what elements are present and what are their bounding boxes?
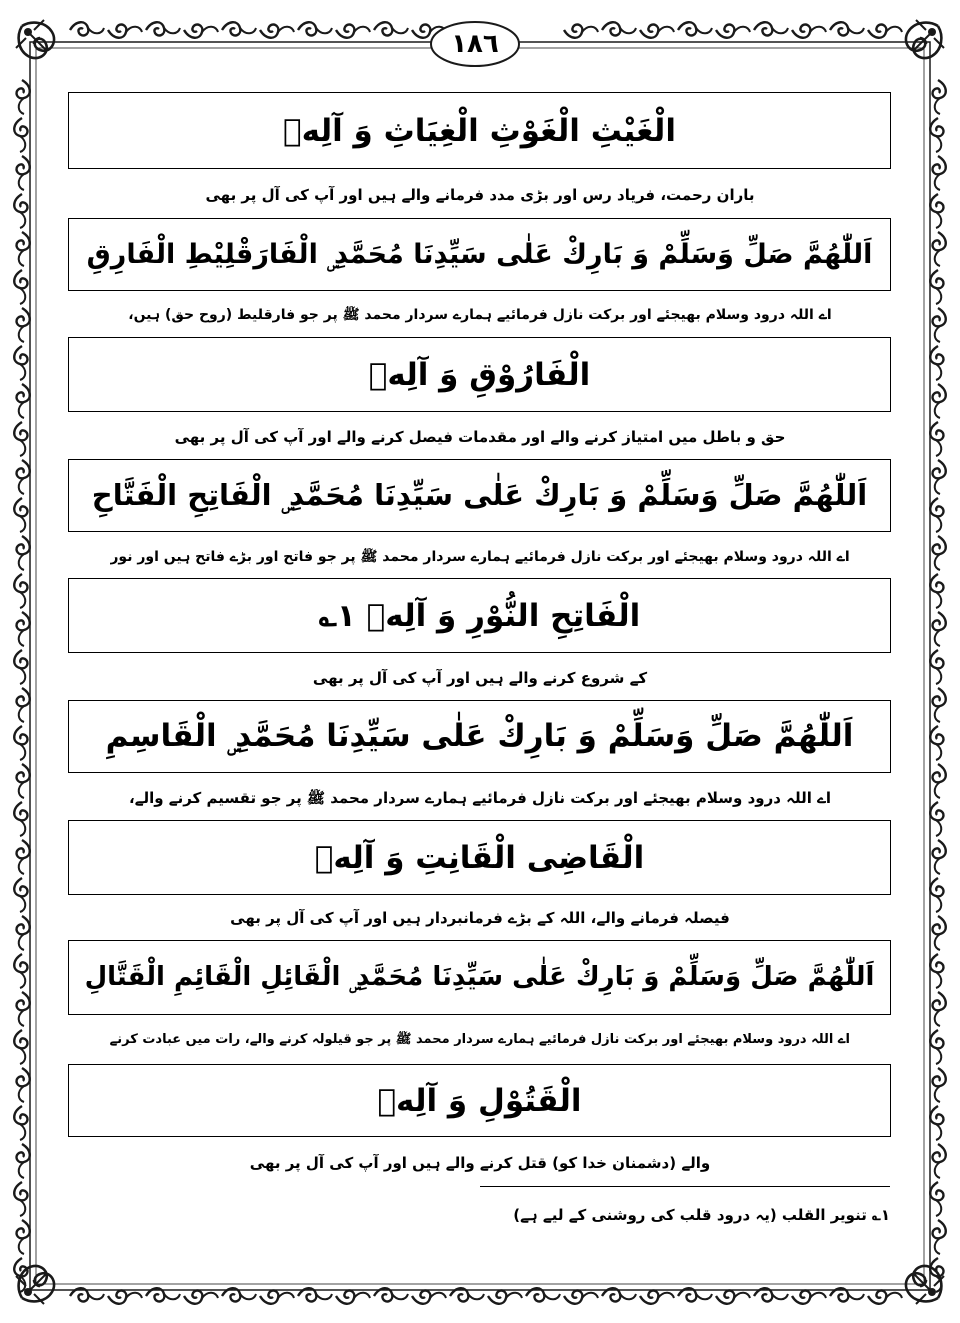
border-curl-ornament — [933, 156, 946, 190]
border-curl-ornament — [14, 574, 27, 608]
border-curl-ornament — [17, 460, 30, 494]
border-curl-ornament — [14, 802, 27, 836]
border-curl-ornament — [792, 25, 826, 38]
page-number: ١٨٦ — [451, 29, 499, 59]
border-curl-ornament — [17, 384, 30, 418]
border-curl-ornament — [336, 25, 370, 38]
border-curl-ornament — [70, 22, 104, 35]
border-curl-ornament — [930, 1182, 943, 1216]
border-curl-ornament — [14, 270, 27, 304]
border-curl-ornament — [933, 916, 946, 950]
border-curl-ornament — [17, 1220, 30, 1254]
urdu-translation: فیصلہ فرمانے والے، اللہ کے بڑے فرمانبردار ہیں اور آپ کی آل پر بھی — [230, 909, 730, 927]
border-curl-ornament — [17, 1068, 30, 1102]
border-curl-ornament — [868, 25, 902, 38]
border-curl-ornament — [184, 25, 218, 38]
border-curl-ornament — [17, 156, 30, 190]
border-curl-ornament — [930, 574, 943, 608]
border-curl-ornament — [184, 1291, 218, 1304]
border-curl-ornament — [933, 992, 946, 1026]
border-curl-ornament — [17, 840, 30, 874]
border-curl-ornament — [412, 1291, 446, 1304]
arabic-verse-box — [68, 940, 891, 1015]
border-curl-ornament — [146, 22, 180, 35]
border-curl-ornament — [930, 498, 943, 532]
border-curl-ornament — [14, 650, 27, 684]
border-curl-ornament — [933, 384, 946, 418]
border-curl-ornament — [564, 1291, 598, 1304]
arabic-verse-box — [68, 700, 891, 773]
arabic-verse: الْفَاتِحِ النُّوْرِ وَ آلِهٖ ۱؎ — [318, 597, 641, 634]
border-curl-ornament — [930, 650, 943, 684]
border-curl-ornament — [17, 80, 30, 114]
border-curl-ornament — [17, 992, 30, 1026]
border-curl-ornament — [830, 22, 864, 35]
border-curl-ornament — [930, 346, 943, 380]
border-curl-ornament — [933, 764, 946, 798]
arabic-verse-box — [68, 578, 891, 653]
border-curl-ornament — [14, 1106, 27, 1140]
border-curl-ornament — [564, 25, 598, 38]
border-curl-ornament — [14, 954, 27, 988]
urdu-translation: اے اللہ درود وسلام بھیجئے اور برکت نازل فرمائیے ہمارے سردار محمد ﷺ پر جو تقسیم کرنے والے، — [129, 789, 831, 807]
border-curl-ornament — [260, 1291, 294, 1304]
border-curl-ornament — [14, 1182, 27, 1216]
border-curl-ornament — [933, 1068, 946, 1102]
border-curl-ornament — [933, 80, 946, 114]
border-curl-ornament — [868, 1291, 902, 1304]
arabic-verse-box — [68, 337, 891, 412]
border-curl-ornament — [108, 1291, 142, 1304]
arabic-verse: الْفَارُوْقِ وَ آلِهٖ — [368, 356, 591, 393]
border-curl-ornament — [716, 1291, 750, 1304]
border-curl-ornament — [930, 422, 943, 456]
border-curl-ornament — [374, 22, 408, 35]
border-curl-ornament — [14, 118, 27, 152]
arabic-verse: الْقَاضِى الْقَانِتِ وَ آلِهٖ — [314, 839, 645, 876]
border-curl-ornament — [754, 22, 788, 35]
arabic-verse: اَللّٰهُمَّ صَلِّ وَسَلِّمْ وَ بَارِكْ عَلٰى سَيِّدِنَا مُحَمَّدِ ۣ الْقَاسِمِ — [105, 718, 854, 754]
urdu-translation: حق و باطل میں امتیاز کرنے والے اور مقدمات فیصل کرنے والے اور آپ کی آل پر بھی — [174, 428, 786, 446]
border-curl-ornament — [336, 1291, 370, 1304]
border-curl-ornament — [17, 1144, 30, 1178]
border-curl-ornament — [716, 25, 750, 38]
urdu-translation: اے اللہ درود وسلام بھیجئے اور برکت نازل فرمائیے ہمارے سردار محمد ﷺ پر جو فارقلیط (روح حق) ہیں، — [128, 307, 832, 323]
border-curl-ornament — [930, 726, 943, 760]
border-curl-ornament — [14, 878, 27, 912]
border-curl-ornament — [488, 1291, 522, 1304]
border-curl-ornament — [14, 346, 27, 380]
border-curl-ornament — [930, 194, 943, 228]
arabic-verse: اَللّٰهُمَّ صَلِّ وَسَلِّمْ وَ بَارِكْ عَلٰى سَيِّدِنَا مُحَمَّدِ ۣ الْفَاتِحِ الْفَتَّاحِ — [91, 478, 868, 512]
footnote-divider — [480, 1186, 890, 1187]
border-curl-ornament — [17, 232, 30, 266]
arabic-verse: اَللّٰهُمَّ صَلِّ وَسَلِّمْ وَ بَارِكْ عَلٰى سَيِّدِنَا مُحَمَّدِ ۣ الْقَائِلِ الْقَائِمِ الْقَتَّالِ — [84, 962, 875, 992]
border-curl-ornament — [930, 270, 943, 304]
border-curl-ornament — [14, 1030, 27, 1064]
border-curl-ornament — [933, 612, 946, 646]
border-curl-ornament — [933, 536, 946, 570]
border-curl-ornament — [640, 1291, 674, 1304]
arabic-verse: اَللّٰهُمَّ صَلِّ وَسَلِّمْ وَ بَارِكْ عَلٰى سَيِّدِنَا مُحَمَّدِ ۣ الْفَارَقْلِيْطِ الْفَارِقِ — [86, 238, 873, 270]
border-curl-ornament — [17, 688, 30, 722]
urdu-translation: اے اللہ درود وسلام بھیجئے اور برکت نازل فرمائیے ہمارے سردار محمد ﷺ پر جو فاتح اور بڑے فاتح ہیں اور نور — [110, 549, 850, 565]
urdu-translation: اے اللہ درود وسلام بھیجئے اور برکت نازل فرمائیے ہمارے سردار محمد ﷺ پر جو قیلولہ کرنے والے، رات میں عبادت کرنے — [110, 1032, 850, 1047]
border-curl-ornament — [678, 22, 712, 35]
border-curl-ornament — [930, 954, 943, 988]
border-curl-ornament — [17, 764, 30, 798]
border-curl-ornament — [14, 194, 27, 228]
border-curl-ornament — [933, 1220, 946, 1254]
arabic-verse: الْقَتُوْلِ وَ آلِهٖ — [377, 1082, 582, 1119]
arabic-verse-box — [68, 92, 891, 169]
arabic-verse-box — [68, 820, 891, 895]
border-curl-ornament — [14, 422, 27, 456]
border-curl-ornament — [933, 232, 946, 266]
urdu-translation: کے شروع کرنے والے ہیں اور آپ کی آل پر بھی — [312, 669, 648, 687]
border-curl-ornament — [930, 118, 943, 152]
border-curl-ornament — [108, 25, 142, 38]
urdu-translation: والے (دشمنان خدا کو) قتل کرنے والے ہیں اور آپ کی آل پر بھی — [249, 1154, 711, 1172]
border-curl-ornament — [298, 22, 332, 35]
border-curl-ornament — [17, 536, 30, 570]
border-curl-ornament — [14, 498, 27, 532]
border-curl-ornament — [930, 1106, 943, 1140]
border-curl-ornament — [14, 726, 27, 760]
border-curl-ornament — [933, 460, 946, 494]
border-curl-ornament — [930, 802, 943, 836]
border-curl-ornament — [260, 25, 294, 38]
border-curl-ornament — [933, 308, 946, 342]
arabic-verse-box — [68, 218, 891, 291]
urdu-translation: باران رحمت، فریاد رس اور بڑی مدد فرمانے والے ہیں اور آپ کی آل پر بھی — [205, 186, 755, 204]
arabic-verse: الْغَيْثِ الْغَوْثِ الْغِيَاثِ وَ آلِهٖ — [283, 112, 676, 149]
border-curl-ornament — [17, 308, 30, 342]
border-curl-ornament — [17, 612, 30, 646]
border-curl-ornament — [640, 25, 674, 38]
border-curl-ornament — [933, 1144, 946, 1178]
footnote: ۱؎ تنویر القلب (یہ درود قلب کی روشنی کے لیے ہے) — [513, 1206, 890, 1224]
arabic-verse-box — [68, 459, 891, 532]
border-curl-ornament — [222, 22, 256, 35]
border-curl-ornament — [933, 688, 946, 722]
arabic-verse-box — [68, 1064, 891, 1137]
border-curl-ornament — [602, 22, 636, 35]
border-curl-ornament — [17, 916, 30, 950]
border-curl-ornament — [930, 1030, 943, 1064]
border-curl-ornament — [930, 878, 943, 912]
border-curl-ornament — [933, 840, 946, 874]
border-curl-ornament — [792, 1291, 826, 1304]
